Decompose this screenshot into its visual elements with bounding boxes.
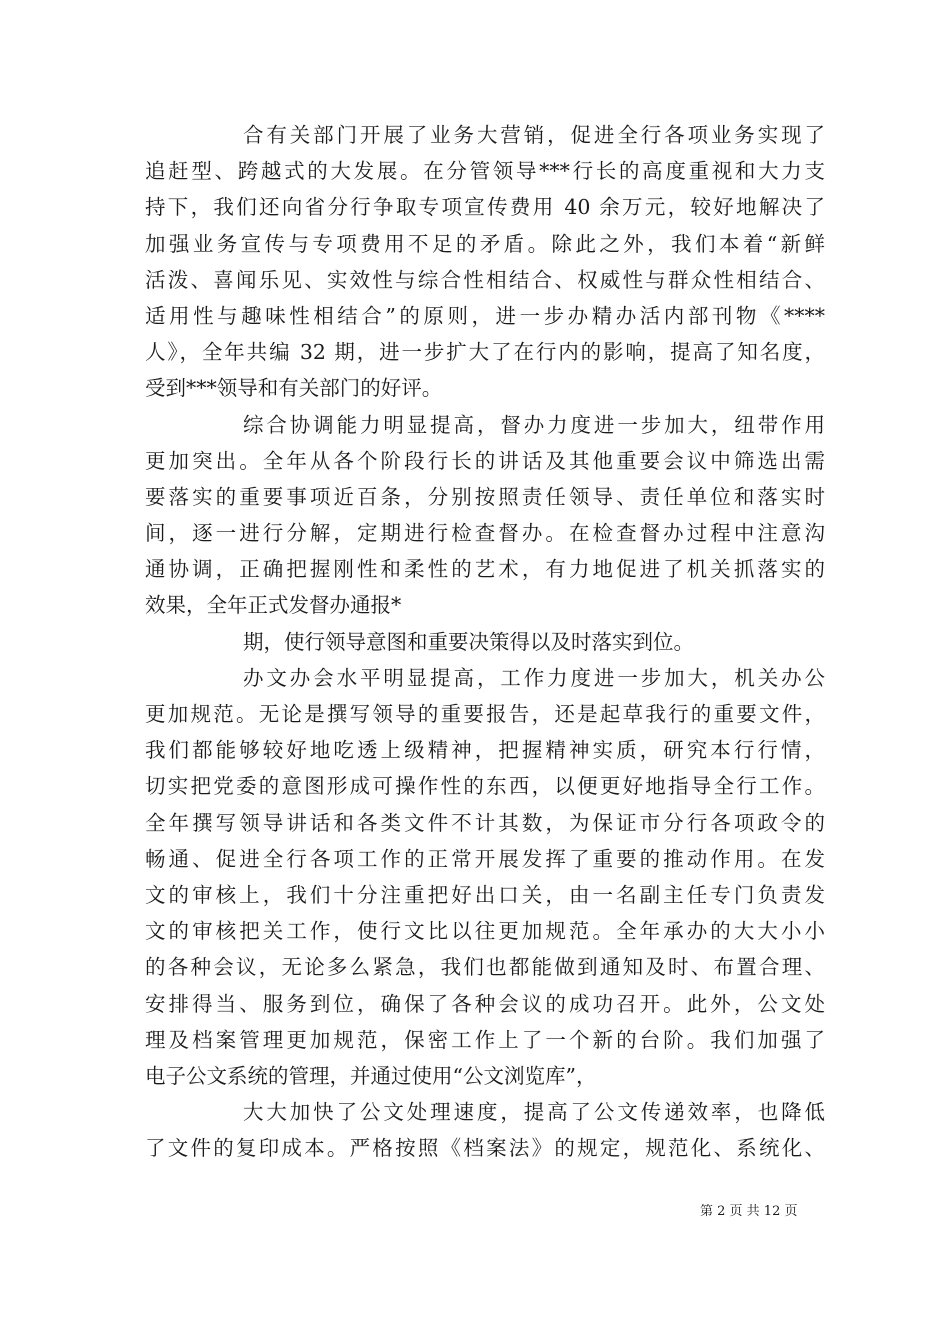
text-line: 畅通、促进全行各项工作的正常开展发挥了重要的推动作用。在发	[145, 846, 825, 871]
text-line: 理及档案管理更加规范，保密工作上了一个新的台阶。我们加强了	[145, 1027, 825, 1052]
text-line: 我们都能够较好地吃透上级精神，把握精神实质，研究本行行情，	[145, 738, 825, 763]
text-line: 更加规范。无论是撰写领导的重要报告，还是起草我行的重要文件，	[145, 702, 825, 726]
text-line: 大大加快了公文处理速度，提高了公文传递效率，也降低	[243, 1100, 825, 1125]
text-line: 加强业务宣传与专项费用不足的矛盾。除此之外，我们本着“新鲜	[145, 231, 825, 256]
text-line: 综合协调能力明显提高，督办力度进一步加大，纽带作用	[243, 412, 825, 437]
text-line: 追赶型、跨越式的大发展。在分管领导***行长的高度重视和大力支	[145, 159, 825, 184]
text-line: 办文办会水平明显提高，工作力度进一步加大，机关办公	[243, 665, 825, 690]
page-number: 第 2 页 共 12 页	[700, 1204, 798, 1219]
text-line: 切实把党委的意图形成可操作性的东西，以便更好地指导全行工作。	[145, 774, 825, 799]
text-line: 的各种会议，无论多么紧急，我们也都能做到通知及时、布置合理、	[145, 955, 825, 980]
text-line: 通协调，正确把握刚性和柔性的艺术，有力地促进了机关抓落实的	[145, 557, 825, 582]
text-line: 效果，全年正式发督办通报*	[145, 593, 402, 618]
text-line: 持下，我们还向省分行争取专项宣传费用 40 余万元，较好地解决了	[145, 195, 825, 220]
text-line: 文的审核把关工作，使行文比以往更加规范。全年承办的大大小小	[145, 919, 825, 944]
text-line: 要落实的重要事项近百条，分别按照责任领导、责任单位和落实时	[145, 484, 825, 509]
text-line: 人》，全年共编 32 期，进一步扩大了在行内的影响，提高了知名度，	[145, 340, 825, 365]
text-line: 更加突出。全年从各个阶段行长的讲话及其他重要会议中筛选出需	[145, 448, 825, 473]
text-line: 适用性与趣味性相结合”的原则，进一步办精办活内部刊物《****	[145, 303, 825, 328]
text-line: 安排得当、服务到位，确保了各种会议的成功召开。此外，公文处	[145, 991, 825, 1016]
text-line: 文的审核上，我们十分注重把好出口关，由一名副主任专门负责发	[145, 882, 825, 907]
text-line: 全年撰写领导讲话和各类文件不计其数，为保证市分行各项政令的	[145, 810, 825, 835]
text-line: 期，使行领导意图和重要决策得以及时落实到位。	[243, 629, 694, 654]
text-line: 合有关部门开展了业务大营销，促进全行各项业务实现了	[243, 123, 825, 147]
text-line: 活泼、喜闻乐见、实效性与综合性相结合、权威性与群众性相结合、	[145, 267, 825, 292]
document-body	[145, 117, 825, 1166]
text-line: 电子公文系统的管理，并通过使用“公文浏览库”，	[145, 1063, 597, 1088]
text-line: 间，逐一进行分解，定期进行检查督办。在检查督办过程中注意沟	[145, 521, 825, 546]
text-line: 受到***领导和有关部门的好评。	[145, 376, 443, 401]
text-line: 了文件的复印成本。严格按照《档案法》的规定，规范化、系统化、	[145, 1136, 825, 1161]
